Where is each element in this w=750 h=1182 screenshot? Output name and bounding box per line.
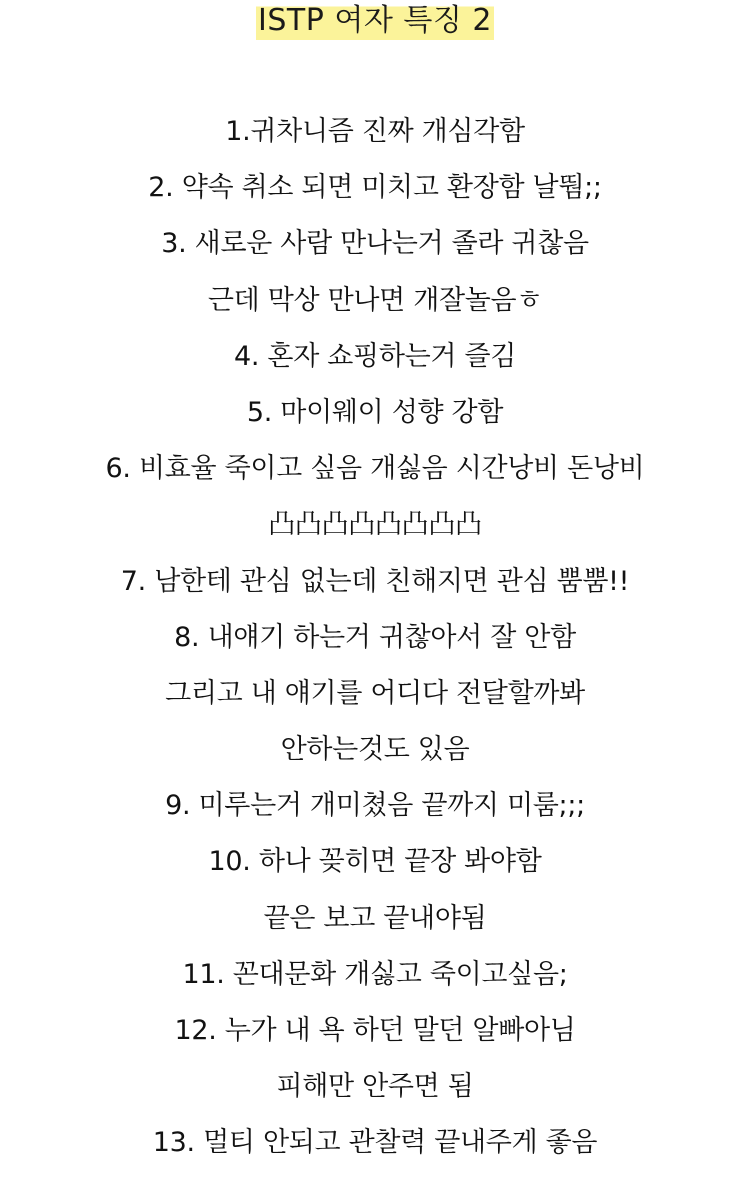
trait-line: 안하는것도 있음 (280, 734, 470, 766)
trait-line: 끝은 보고 끝내야됨 (263, 902, 487, 934)
page-title: ISTP 여자 특징 2 (258, 3, 492, 38)
trait-line: 7. 남한테 관심 없는데 친해지면 관심 뿜뿜!! (120, 565, 630, 597)
trait-line: 4. 혼자 쇼핑하는거 즐김 (233, 340, 517, 372)
trait-line: 2. 약속 취소 되면 미치고 환장함 날뛈;; (148, 172, 602, 204)
trait-line: 5. 마이웨이 성향 강함 (246, 396, 504, 428)
trait-line: 6. 비효율 죽이고 싶음 개싫음 시간낭비 돈낭비 (105, 453, 645, 485)
trait-line: 11. 꼰대문화 개싫고 죽이고싶음; (182, 958, 568, 990)
trait-line: 10. 하나 꽂히면 끝장 봐야함 (208, 846, 542, 878)
trait-line: 근데 막상 만나면 개잘놀음ㅎ (207, 284, 543, 316)
trait-line: 8. 내얘기 하는거 귀찮아서 잘 안함 (174, 621, 576, 653)
trait-line: 피해만 안주면 됨 (276, 1071, 474, 1103)
trait-line: 1.귀차니즘 진짜 개심각함 (225, 116, 525, 147)
title-area (0, 0, 750, 40)
trait-line: 凸凸凸凸凸凸凸凸 (268, 509, 482, 541)
trait-line: 13. 멀티 안되고 관찰력 끝내주게 좋음 (152, 1127, 598, 1159)
trait-list (0, 104, 750, 1172)
trait-line: 그리고 내 얘기를 어디다 전달할까봐 (165, 677, 585, 709)
trait-line: 12. 누가 내 욕 하던 말던 알빠아님 (174, 1015, 576, 1046)
trait-line: 3. 새로운 사람 만나는거 졸라 귀찮음 (161, 228, 589, 260)
trait-line: 9. 미루는거 개미쳤음 끝까지 미룸;;; (165, 790, 585, 822)
